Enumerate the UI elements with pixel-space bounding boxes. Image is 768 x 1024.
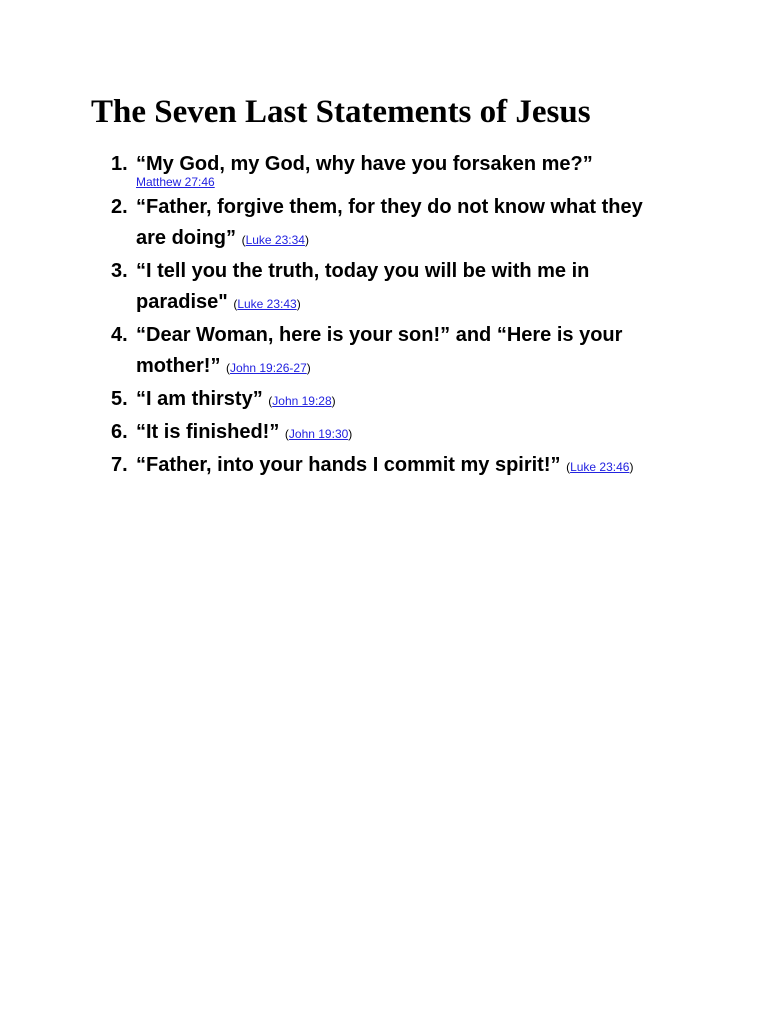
close-paren: ) [306, 361, 311, 375]
close-paren: ) [629, 460, 634, 474]
statement-text: “I tell you the truth, today you will be with me in paradise" [136, 260, 590, 313]
statements-list [92, 149, 662, 483]
list-item [92, 320, 662, 384]
open-paren: ( [566, 460, 571, 474]
list-item [92, 149, 662, 192]
statement-text: “I am thirsty” [136, 388, 263, 410]
open-paren: ( [284, 427, 289, 441]
list-item [92, 450, 662, 483]
statement-text: “My God, my God, why have you forsaken me?” [136, 153, 593, 175]
list-number: 1. [111, 153, 128, 175]
close-paren: ) [331, 394, 336, 408]
reference-link[interactable]: Luke 23:34 [245, 233, 305, 247]
scripture-reference [233, 297, 300, 311]
scripture-reference [242, 233, 309, 247]
scripture-reference [285, 427, 352, 441]
scripture-reference [268, 394, 335, 408]
reference-link[interactable]: Luke 23:46 [570, 460, 630, 474]
open-paren: ( [226, 361, 231, 375]
statement-text: “Father, forgive them, for they do not know what they are doing” [136, 196, 643, 249]
list-number: 7. [111, 454, 128, 476]
list-item [92, 384, 662, 417]
close-paren: ) [304, 233, 309, 247]
reference-link[interactable]: Luke 23:43 [237, 297, 297, 311]
list-item [92, 256, 662, 320]
reference-link[interactable]: Matthew 27:46 [136, 175, 215, 189]
list-number: 5. [111, 388, 128, 410]
open-paren: ( [233, 297, 238, 311]
scripture-reference [566, 460, 633, 474]
page-title: The Seven Last Statements of Jesus [91, 94, 591, 130]
statement-text: “It is finished!” [136, 421, 280, 443]
list-number: 6. [111, 421, 128, 443]
list-number: 2. [111, 196, 128, 218]
reference-link[interactable]: John 19:30 [288, 427, 349, 441]
scripture-reference [226, 361, 311, 375]
statement-text: “Dear Woman, here is your son!” and “Here is your mother!” [136, 324, 623, 377]
reference-link[interactable]: John 19:28 [272, 394, 332, 408]
statement-text: “Father, into your hands I commit my spirit!” [136, 454, 561, 476]
close-paren: ) [348, 427, 353, 441]
list-number: 4. [111, 324, 128, 346]
list-item [92, 192, 662, 256]
open-paren: ( [241, 233, 246, 247]
list-number: 3. [111, 260, 128, 282]
reference-link[interactable]: John 19:26-27 [230, 361, 307, 375]
open-paren: ( [268, 394, 273, 408]
close-paren: ) [296, 297, 301, 311]
list-item [92, 417, 662, 450]
